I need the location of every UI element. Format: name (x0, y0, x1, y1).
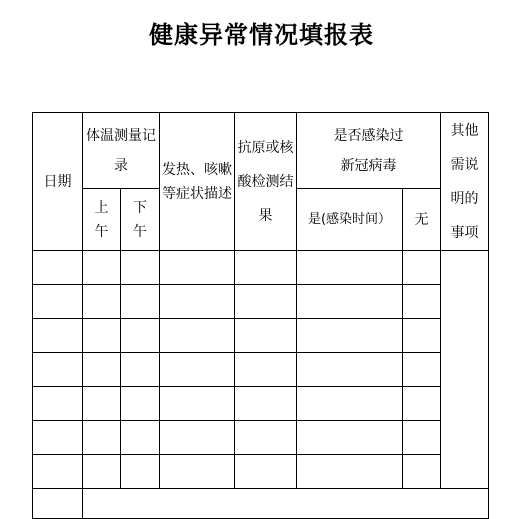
row-afternoon-cell[interactable] (121, 387, 160, 421)
row-symptoms-cell[interactable] (160, 353, 235, 387)
row-afternoon-cell[interactable] (121, 319, 160, 353)
row-covid-no-cell[interactable] (403, 319, 441, 353)
header-covid-infected: 是否感染过新冠病毒 (297, 113, 441, 189)
form-title: 健康异常情况填报表 (149, 20, 374, 49)
table-row (33, 319, 489, 353)
row-afternoon-cell[interactable] (121, 251, 160, 285)
header-morning: 上午 (83, 189, 121, 251)
header-test-result: 抗原或核酸检测结果 (235, 113, 297, 251)
header-symptoms: 发热、咳嗽等症状描述 (160, 113, 235, 251)
row-afternoon-cell[interactable] (121, 421, 160, 455)
row-morning-cell[interactable] (83, 319, 121, 353)
row-morning-cell[interactable] (83, 421, 121, 455)
row-test-result-cell[interactable] (235, 353, 297, 387)
row-covid-no-cell[interactable] (403, 455, 441, 489)
header-covid-no: 无 (403, 189, 441, 251)
header-covid-yes: 是(感染时间） (297, 189, 403, 251)
row-symptoms-cell[interactable] (160, 319, 235, 353)
row-date-cell[interactable] (33, 353, 83, 387)
row-morning-cell[interactable] (83, 285, 121, 319)
row-covid-yes-cell[interactable] (297, 353, 403, 387)
row-afternoon-cell[interactable] (121, 285, 160, 319)
other-notes-cell[interactable] (441, 251, 489, 489)
row-symptoms-cell[interactable] (160, 285, 235, 319)
row-date-cell[interactable] (33, 421, 83, 455)
table-row (33, 251, 489, 285)
row-covid-yes-cell[interactable] (297, 285, 403, 319)
row-afternoon-cell[interactable] (121, 353, 160, 387)
row-morning-cell[interactable] (83, 387, 121, 421)
table-row (33, 387, 489, 421)
row-test-result-cell[interactable] (235, 319, 297, 353)
row-covid-yes-cell[interactable] (297, 319, 403, 353)
row-date-cell[interactable] (33, 387, 83, 421)
row-test-result-cell[interactable] (235, 421, 297, 455)
row-date-cell[interactable] (33, 455, 83, 489)
row-covid-yes-cell[interactable] (297, 387, 403, 421)
row-test-result-cell[interactable] (235, 387, 297, 421)
row-covid-no-cell[interactable] (403, 387, 441, 421)
row-symptoms-cell[interactable] (160, 387, 235, 421)
header-afternoon: 下午 (121, 189, 160, 251)
row-afternoon-cell[interactable] (121, 455, 160, 489)
table-row (33, 421, 489, 455)
table-row (33, 455, 489, 489)
row-symptoms-cell[interactable] (160, 455, 235, 489)
row-symptoms-cell[interactable] (160, 421, 235, 455)
row-symptoms-cell[interactable] (160, 251, 235, 285)
header-other: 其他需说明的事项 (441, 113, 489, 251)
row-morning-cell[interactable] (83, 353, 121, 387)
row-covid-yes-cell[interactable] (297, 251, 403, 285)
table-row (33, 353, 489, 387)
row-covid-no-cell[interactable] (403, 251, 441, 285)
row-covid-yes-cell[interactable] (297, 455, 403, 489)
row-test-result-cell[interactable] (235, 455, 297, 489)
row-covid-no-cell[interactable] (403, 285, 441, 319)
header-temperature: 体温测量记录 (83, 113, 160, 189)
row-test-result-cell[interactable] (235, 251, 297, 285)
row-morning-cell[interactable] (83, 251, 121, 285)
table-row (33, 285, 489, 319)
row-covid-no-cell[interactable] (403, 421, 441, 455)
row-date-cell[interactable] (33, 319, 83, 353)
row-test-result-cell[interactable] (235, 285, 297, 319)
row-date-cell[interactable] (33, 251, 83, 285)
row-morning-cell[interactable] (83, 455, 121, 489)
header-date: 日期 (33, 113, 83, 251)
health-report-table (32, 112, 489, 519)
row-covid-no-cell[interactable] (403, 353, 441, 387)
row-covid-yes-cell[interactable] (297, 421, 403, 455)
row-date-cell[interactable] (33, 285, 83, 319)
